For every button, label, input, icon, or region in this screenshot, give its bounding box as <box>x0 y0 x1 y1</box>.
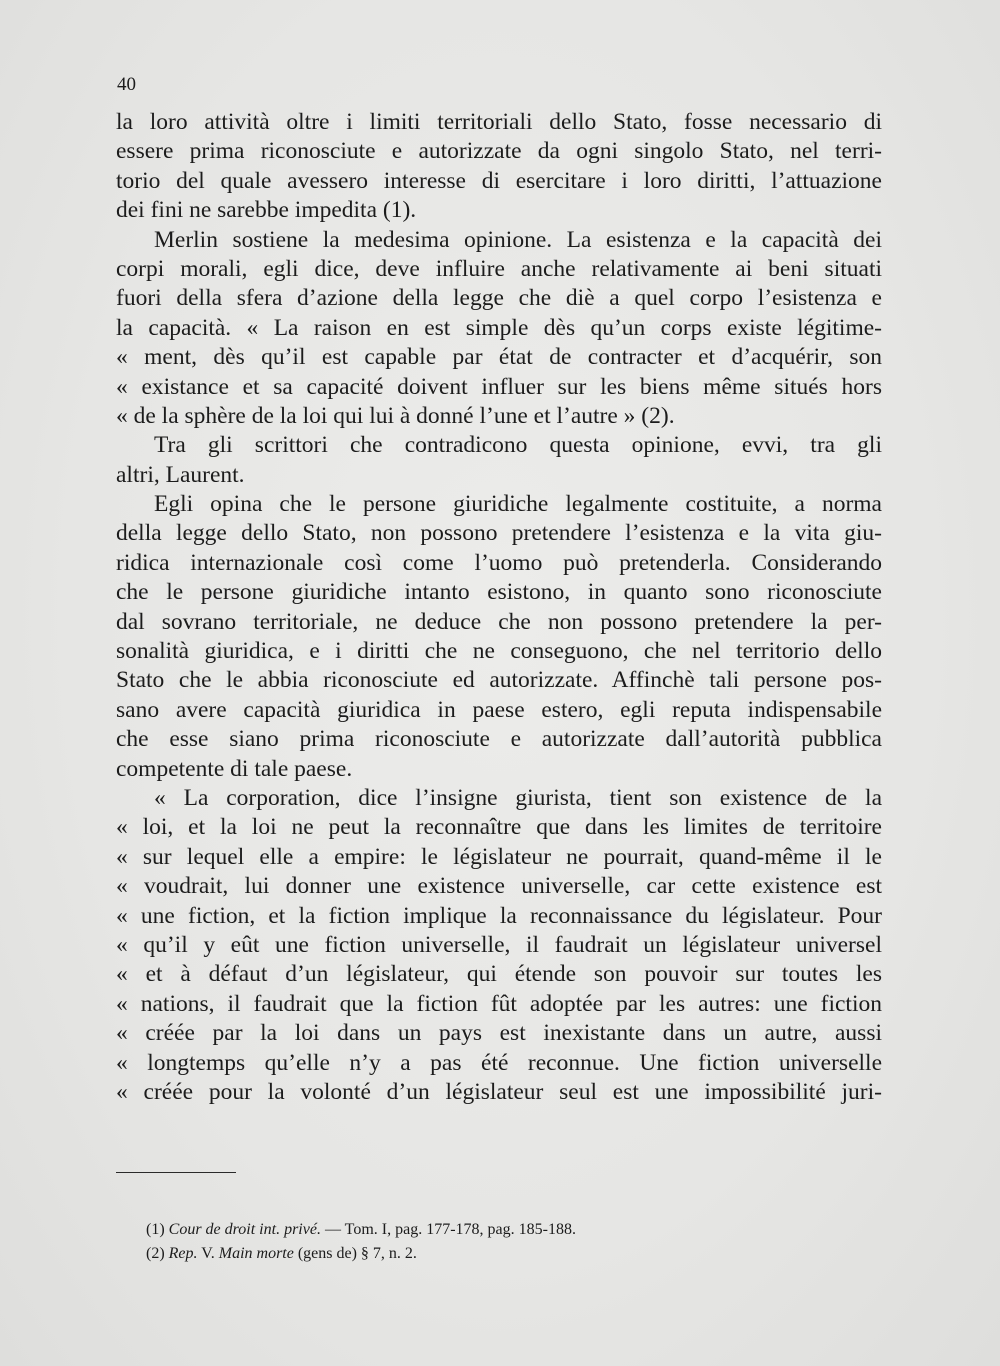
text-line: Tra gli scrittori che contradicono questa opinione, evvi, tra gli <box>154 432 882 459</box>
text-line: sonalità giuridica, e i diritti che ne conseguono, che nel territorio dello <box>116 638 882 665</box>
footnote-1 <box>146 1218 786 1242</box>
footnote-2 <box>146 1242 786 1266</box>
text-line: Egli opina che le persone giuridiche legalmente costituite, a norma <box>154 491 882 518</box>
footnote-title: Rep. <box>168 1245 198 1262</box>
text-line: « existance et sa capacité doivent influer sur les biens même situés hors <box>116 373 882 400</box>
text-line: che esse siano prima riconosciute e autorizzate dall’autorità pubblica <box>116 726 882 753</box>
text-line: corpi morali, egli dice, deve influire anche relativamente ai beni situati <box>116 255 882 282</box>
text-line: fuori della sfera d’azione della legge che diè a quel corpo l’esistenza e <box>116 285 882 312</box>
text-line: « créée par la loi dans un pays est inexistante dans un autre, aussi <box>116 1020 882 1047</box>
text-line: dal sovrano territoriale, ne deduce che non possono pretendere la per- <box>116 608 882 635</box>
text-line: sano avere capacità giuridica in paese estero, egli reputa indispensabile <box>116 696 882 723</box>
text-line: torio del quale avessero interesse di esercitare i loro diritti, l’attuazione <box>116 167 882 194</box>
footnote-title: Main morte <box>218 1245 294 1262</box>
text-line: competente di tale paese. <box>116 755 353 782</box>
footnote-mark: (1) <box>146 1221 165 1238</box>
text-line: « créée pour la volonté d’un législateur seul est une impossibilité juri- <box>116 1078 882 1105</box>
text-line: « voudrait, lui donner une existence universelle, car cette existence est <box>116 873 882 900</box>
footnote-text: V. <box>197 1245 219 1262</box>
footnote-separator <box>116 1172 236 1173</box>
footnotes <box>146 1218 786 1266</box>
text-line: Merlin sostiene la medesima opinione. La esistenza e la capacità dei <box>154 226 882 253</box>
text-line: la capacità. « La raison en est simple dès qu’un corps existe légitime- <box>116 314 882 341</box>
text-line: Stato che le abbia riconosciute ed autorizzate. Affinchè tali persone pos- <box>116 667 882 694</box>
text-line: « qu’il y eût une fiction universelle, il faudrait un législateur universel <box>116 931 882 958</box>
text-line: « de la sphère de la loi qui lui à donné l’une et l’autre » (2). <box>116 402 675 429</box>
text-line: « et à défaut d’un législateur, qui étende son pouvoir sur toutes les <box>116 961 882 988</box>
text-line: « ment, dès qu’il est capable par état de contracter et d’acquérir, son <box>116 344 882 371</box>
body-text <box>116 108 882 1107</box>
page-number: 40 <box>117 74 136 95</box>
footnote-title: Cour de droit int. privé. <box>168 1221 321 1238</box>
text-line: dei fini ne sarebbe impedita (1). <box>116 197 417 224</box>
footnote-text: — Tom. I, pag. 177-178, pag. 185-188. <box>320 1221 576 1238</box>
text-line: « sur lequel elle a empire: le législateur ne pourrait, quand-même il le <box>116 843 882 870</box>
text-line: ridica internazionale così come l’uomo può pretenderla. Considerando <box>116 549 882 576</box>
text-line: « nations, il faudrait que la fiction fût adoptée par les autres: une fiction <box>116 990 882 1017</box>
text-line: altri, Laurent. <box>116 461 245 488</box>
text-line: della legge dello Stato, non possono pretendere l’esistenza e la vita giu- <box>116 520 882 547</box>
text-line: « une fiction, et la fiction implique la reconnaissance du législateur. Pour <box>116 902 882 929</box>
footnote-mark: (2) <box>146 1245 165 1262</box>
text-line: « longtemps qu’elle n’y a pas été reconnue. Une fiction universelle <box>116 1049 882 1076</box>
text-line: che le persone giuridiche intanto esistono, in quanto sono riconosciute <box>116 579 882 606</box>
text-line: essere prima riconosciute e autorizzate da ogni singolo Stato, nel terri- <box>116 138 882 165</box>
text-line: « loi, et la loi ne peut la reconnaître que dans les limites de territoire <box>116 814 882 841</box>
footnote-text: (gens de) § 7, n. 2. <box>293 1245 417 1262</box>
text-line: la loro attività oltre i limiti territoriali dello Stato, fosse necessario di <box>116 109 882 135</box>
text-line: « La corporation, dice l’insigne giurista, tient son existence de la <box>154 784 882 811</box>
